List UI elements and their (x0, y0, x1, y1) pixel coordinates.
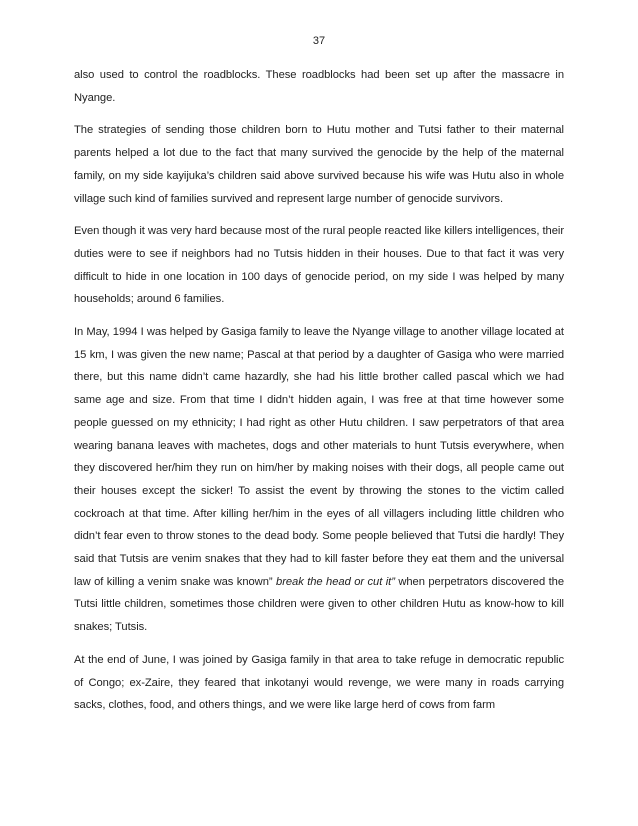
body-text (74, 64, 564, 727)
paragraph-text-tail: when perpetrators discovered the Tutsi little children, sometimes those children were given to other children Hutu as know-how to kill snakes; Tutsis. (74, 575, 564, 634)
paragraph-may-1994 (74, 321, 564, 639)
paragraph-text: The strategies of sending those children born to Hutu mother and Tutsi father to their maternal parents helped a lot due to the fact that many survived the genocide by the help of the maternal family, on my side kayijuka’s children said above survived because his wife was Hutu also in whole village such kind of families survived and represent large number of genocide survivors. (74, 124, 564, 205)
paragraph-roadblocks (74, 64, 564, 109)
paragraph-text: In May, 1994 I was helped by Gasiga family to leave the Nyange village to another village located at 15 km, I was given the new name; Pascal at that period by a daughter of Gasiga who were married there, but this name didn’t came hazardly, she had his little brother called pascal which we had same age and size. From that time I didn’t hidden again, I was free at that time however some people guessed on my ethnicity; I had right as other Hutu children. I saw perpetrators of that area wearing banana leaves with machetes, dogs and other materials to hunt Tutsis everywhere, when they discovered her/him they run on him/her by making noises with their dogs, all people came out their houses except the sicker! To assist the event by throwing the stones to the victim called cockroach at that time. After killing her/him in the eyes of all villagers including little children who didn’t fear even to throw stones to the dead body. Some people believed that Tutsi die hardly! They said that Tutsis are venim snakes that they had to kill faster before they eat them and the universal law of killing a venim snake was known” (74, 326, 564, 588)
paragraph-hiding (74, 220, 564, 311)
paragraph-end-of-june (74, 649, 564, 717)
italic-quote: break the head or cut it” (272, 575, 395, 588)
paragraph-text: Even though it was very hard because most of the rural people reacted like killers intelligences, their duties were to see if neighbors had no Tutsis hidden in their houses. Due to that fact it was very difficult to hide in one location in 100 days of genocide period, on my side I was helped by many households; around 6 families. (74, 225, 564, 306)
paragraph-text: At the end of June, I was joined by Gasiga family in that area to take refuge in democratic republic of Congo; ex-Zaire, they feared that inkotanyi would revenge, we were many in roads carrying sacks, clothes, food, and others things, and we were like large herd of cows from farm (74, 653, 564, 712)
paragraph-text: also used to control the roadblocks. These roadblocks had been set up after the massacre in Nyange. (74, 69, 564, 104)
page-number: 37 (312, 35, 326, 47)
paragraph-strategies (74, 119, 564, 210)
